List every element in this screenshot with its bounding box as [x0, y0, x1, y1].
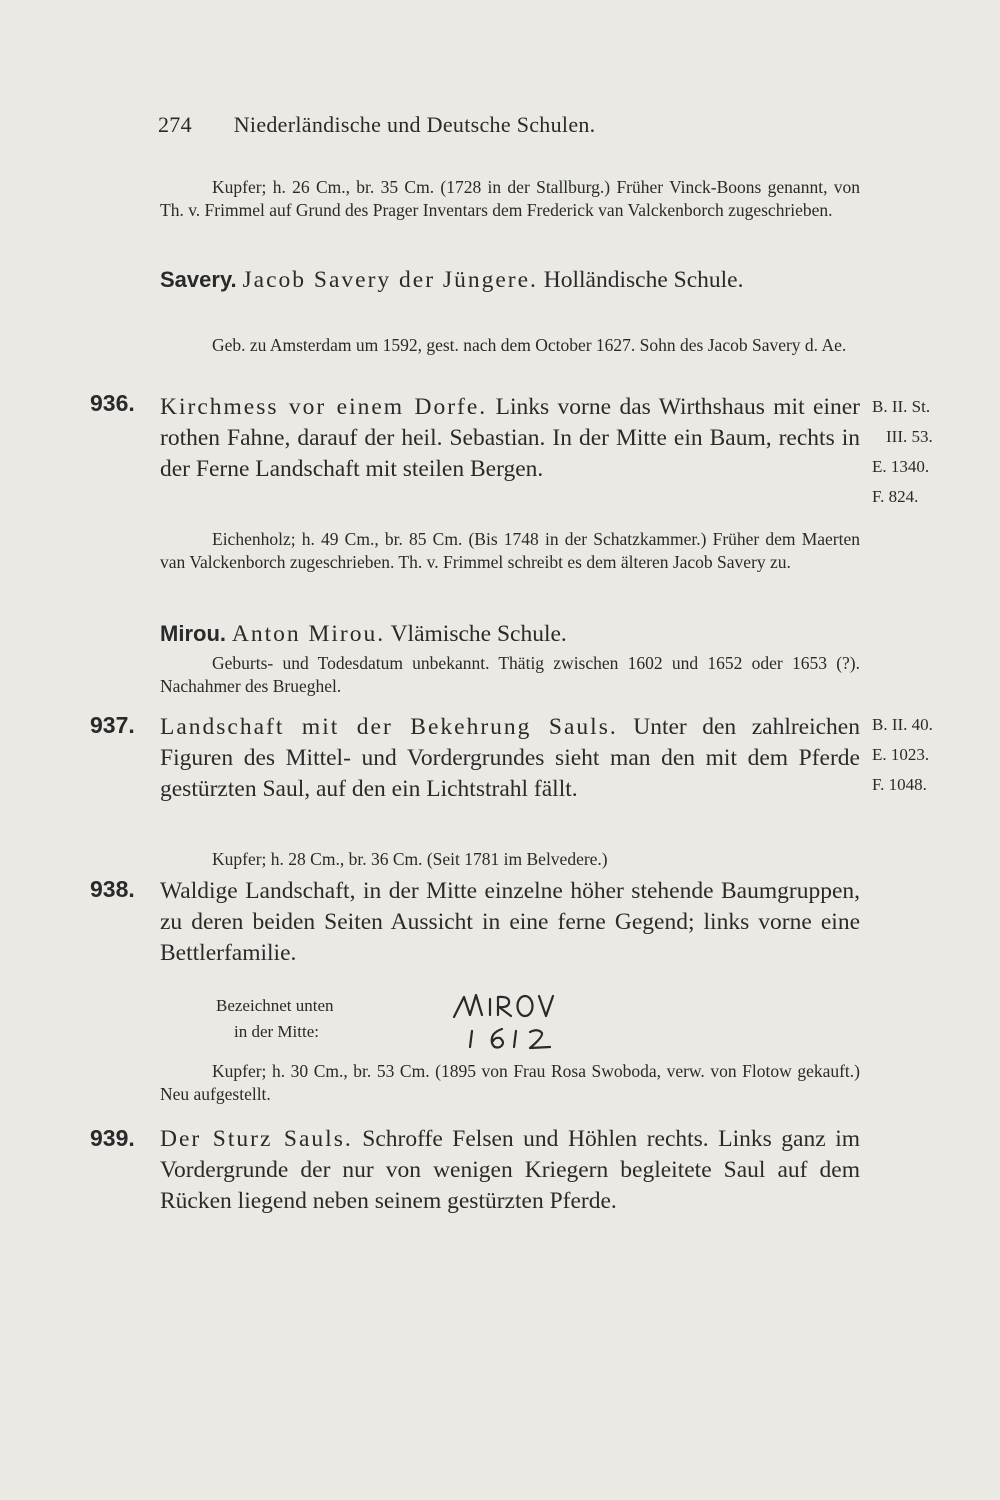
- page-header: [158, 112, 858, 138]
- painter-signature: [450, 985, 590, 1055]
- ref-item: E. 1340.: [872, 457, 930, 476]
- entry-number: 939.: [90, 1125, 135, 1151]
- entry-937-refs: [872, 710, 982, 800]
- signature-label: Bezeichnet unten: [216, 996, 334, 1015]
- ref-item: B. II. 40.: [872, 715, 933, 734]
- entry-title: Der Sturz Sauls.: [160, 1126, 353, 1152]
- entry-description: Schroffe Felsen und Höhlen rechts. Links ganz im Vordergrunde der nur von wenigen Kriegern begleitete Saul auf dem Rücken liegend neben seinem gestürzten Pferde.: [160, 1126, 861, 1214]
- entry-936-text: [160, 392, 860, 485]
- ref-item: F. 1048.: [872, 775, 927, 794]
- entry-936-refs: [872, 392, 982, 512]
- entry-939-text: [160, 1124, 860, 1217]
- entry-description: Unter den zahlreichen Figuren des Mittel- und Vordergrundes sieht man den mit dem Pferde gestürzten Saul, auf den ein Lichtstrahl fällt.: [160, 714, 860, 802]
- running-title: Niederländische und Deutsche Schulen.: [233, 112, 596, 137]
- ref-item: III. 53.: [886, 427, 933, 446]
- entry-937-note: Kupfer; h. 28 Cm., br. 36 Cm. (Seit 1781 im Belvedere.): [212, 849, 608, 869]
- artist-school: Vlämische Schule.: [390, 621, 567, 647]
- entry-936-note: Eichenholz; h. 49 Cm., br. 85 Cm. (Bis 1748 in der Schatzkammer.) Früher dem Maerten van Valckenborch zugeschrieben. Th. v. Frimmel schreibt es dem älteren Jacob Savery zu.: [160, 529, 860, 572]
- page-number: 274: [158, 112, 192, 137]
- artist-surname: Savery.: [160, 267, 237, 292]
- ref-item: F. 824.: [872, 487, 919, 506]
- previous-entry-note: Kupfer; h. 26 Cm., br. 35 Cm. (1728 in der Stallburg.) Früher Vinck-Boons genannt, von Th. v. Frimmel auf Grund des Prager Inventars dem Frederick van Valckenborch zugeschrieben.: [160, 177, 860, 220]
- artist-heading-savery: [160, 264, 860, 296]
- artist-school: Holländische Schule.: [543, 267, 744, 293]
- ref-item: B. II. St.: [872, 397, 931, 416]
- entry-description: Links vorne das Wirthshaus mit einer rothen Fahne, darauf der heil. Sebastian. In der Mitte ein Baum, rechts in der Ferne Landschaft mit steilen Bergen.: [160, 394, 860, 482]
- entry-title: Kirchmess vor einem Dorfe.: [160, 394, 488, 420]
- entry-937-text: [160, 712, 860, 805]
- artist-bio-savery: Geb. zu Amsterdam um 1592, gest. nach dem October 1627. Sohn des Jacob Savery d. Ae.: [212, 335, 847, 355]
- artist-fullname: Jacob Savery der Jüngere.: [242, 267, 538, 293]
- entry-number: 936.: [90, 390, 135, 416]
- entry-number: 938.: [90, 876, 135, 902]
- artist-fullname: Anton Mirou.: [231, 621, 386, 647]
- entry-938-text: Waldige Landschaft, in der Mitte einzelne höher stehende Baumgruppen, zu deren beiden Seiten Aussicht in eine ferne Gegend; links vorne eine Bettlerfamilie.: [160, 878, 860, 966]
- artist-surname: Mirou.: [160, 621, 226, 646]
- ref-item: E. 1023.: [872, 745, 930, 764]
- entry-938-note: Kupfer; h. 30 Cm., br. 53 Cm. (1895 von Frau Rosa Swoboda, verw. von Flotow gekauft.) Neu aufgestellt.: [160, 1061, 860, 1104]
- artist-heading-mirou: [160, 618, 860, 650]
- entry-number: 937.: [90, 712, 135, 738]
- entry-title: Landschaft mit der Bekehrung Sauls.: [160, 714, 618, 740]
- artist-bio-mirou: Geburts- und Todesdatum unbekannt. Thätig zwischen 1602 und 1652 oder 1653 (?). Nachahmer des Brueghel.: [160, 653, 860, 696]
- signature-label: in der Mitte:: [234, 1022, 319, 1041]
